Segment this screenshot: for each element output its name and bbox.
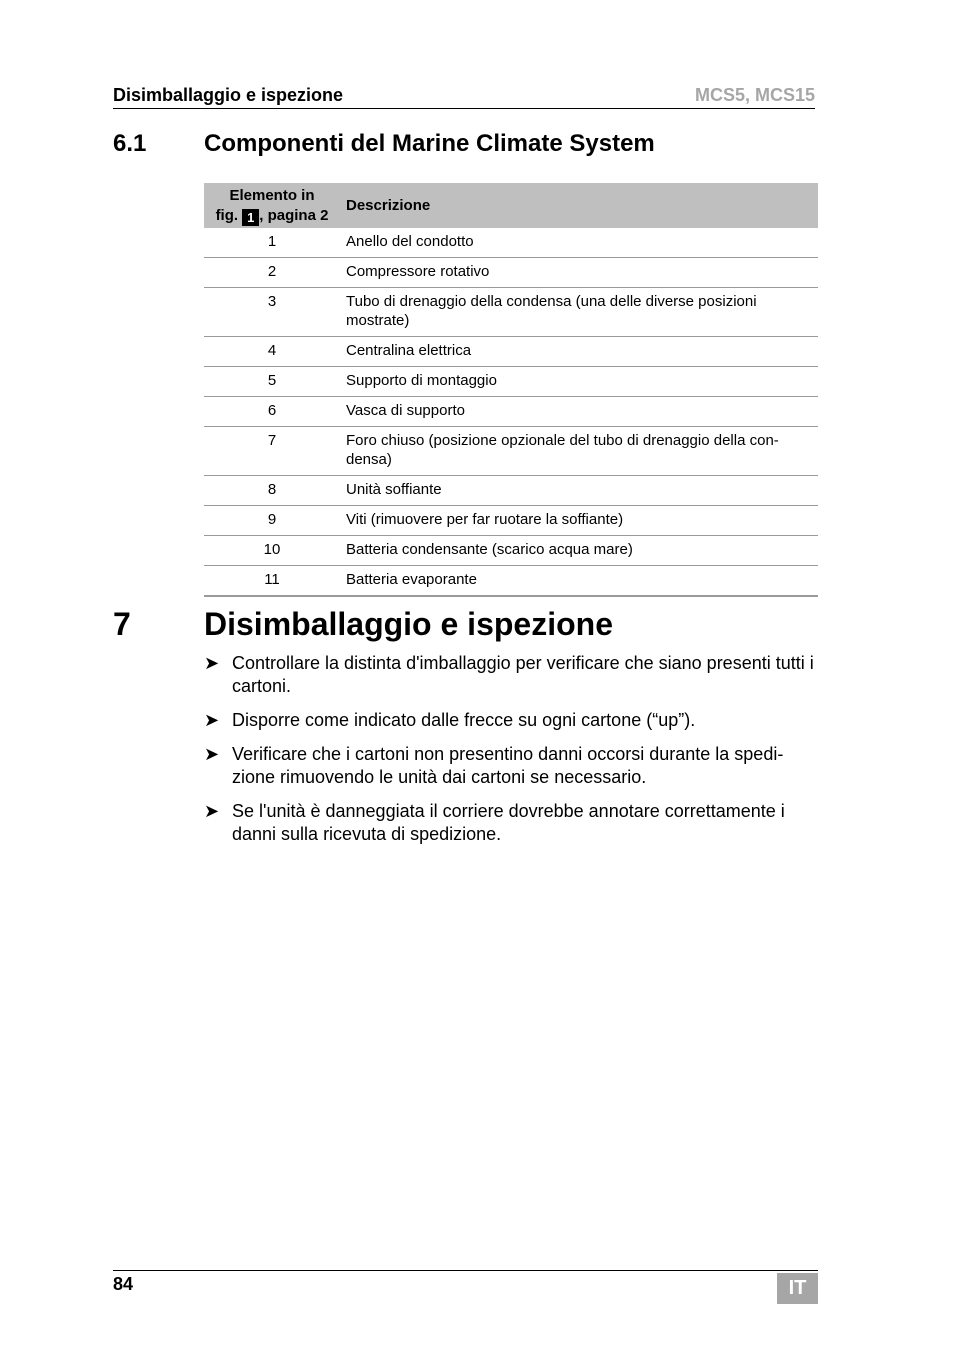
- column-header-description: Descrizione: [340, 183, 818, 228]
- list-item: [204, 652, 820, 698]
- section-number: 6.1: [113, 130, 147, 157]
- header-title: Disimballaggio e ispezione: [113, 85, 344, 105]
- list-item: [204, 709, 820, 732]
- column-header-item: [204, 183, 340, 228]
- row-number: 4: [204, 337, 340, 367]
- row-description: Viti (rimuovere per far ruotare la soffiante): [340, 506, 818, 536]
- row-number: 10: [204, 536, 340, 566]
- column-header-item-suffix: , pagina 2: [259, 206, 329, 224]
- arrow-bullet-icon: ➤: [204, 744, 220, 764]
- section-title: Componenti del Marine Climate System: [204, 130, 655, 157]
- row-description: Batteria condensante (scarico acqua mare): [340, 536, 818, 566]
- row-description: Batteria evaporante: [340, 566, 818, 597]
- row-number: 6: [204, 397, 340, 427]
- row-number: 2: [204, 258, 340, 288]
- row-number: 9: [204, 506, 340, 536]
- row-description: Vasca di supporto: [340, 397, 818, 427]
- table-row: [204, 566, 818, 597]
- table-row: [204, 476, 818, 506]
- row-number: 11: [204, 566, 340, 597]
- table-row: [204, 228, 818, 258]
- row-description: Tubo di drenaggio della condensa (una delle diverse posizioni mostrate): [340, 288, 818, 337]
- table-row: [204, 367, 818, 397]
- components-table: [204, 183, 818, 597]
- table-row: [204, 397, 818, 427]
- arrow-bullet-icon: ➤: [204, 710, 220, 730]
- row-description: Centralina elettrica: [340, 337, 818, 367]
- step-text: Se l'unità è danneggiata il corriere dovrebbe annotare correttamente i danni sulla ricevuta di spedizione.: [232, 801, 785, 844]
- table-header-row: [204, 183, 818, 228]
- table-row: [204, 337, 818, 367]
- figure-number-badge: 1: [242, 209, 259, 226]
- step-text: Verificare che i cartoni non presentino danni occorsi durante la spedi-zione rimuovendo le unità dai cartoni se necessario.: [232, 744, 784, 787]
- table-row: [204, 506, 818, 536]
- page-number: 84: [113, 1274, 134, 1294]
- list-item: [204, 800, 820, 846]
- arrow-bullet-icon: ➤: [204, 653, 220, 673]
- row-description: Supporto di montaggio: [340, 367, 818, 397]
- unpacking-steps-list: [204, 652, 820, 857]
- table-row: [204, 258, 818, 288]
- header-model: MCS5, MCS15: [694, 85, 815, 105]
- table-row: [204, 536, 818, 566]
- arrow-bullet-icon: ➤: [204, 801, 220, 821]
- row-number: 1: [204, 228, 340, 258]
- step-text: Disporre come indicato dalle frecce su ogni cartone (“up”).: [232, 710, 696, 730]
- row-number: 3: [204, 288, 340, 337]
- chapter-number: 7: [113, 606, 131, 642]
- row-number: 5: [204, 367, 340, 397]
- column-header-item-prefix: fig.: [215, 206, 239, 224]
- page-footer: [113, 1270, 818, 1299]
- row-description: Anello del condotto: [340, 228, 818, 258]
- list-item: [204, 743, 820, 789]
- row-description: Unità soffiante: [340, 476, 818, 506]
- page-header: [113, 84, 815, 109]
- row-number: 7: [204, 427, 340, 476]
- table-row: [204, 288, 818, 337]
- language-badge: IT: [777, 1273, 818, 1304]
- row-description: Compressore rotativo: [340, 258, 818, 288]
- row-description: Foro chiuso (posizione opzionale del tubo di drenaggio della con-densa): [340, 427, 818, 476]
- chapter-title: Disimballaggio e ispezione: [204, 606, 613, 642]
- row-number: 8: [204, 476, 340, 506]
- column-header-item-line1: Elemento in: [229, 186, 315, 204]
- table-row: [204, 427, 818, 476]
- step-text: Controllare la distinta d'imballaggio per verificare che siano presenti tutti i cartoni.: [232, 653, 814, 696]
